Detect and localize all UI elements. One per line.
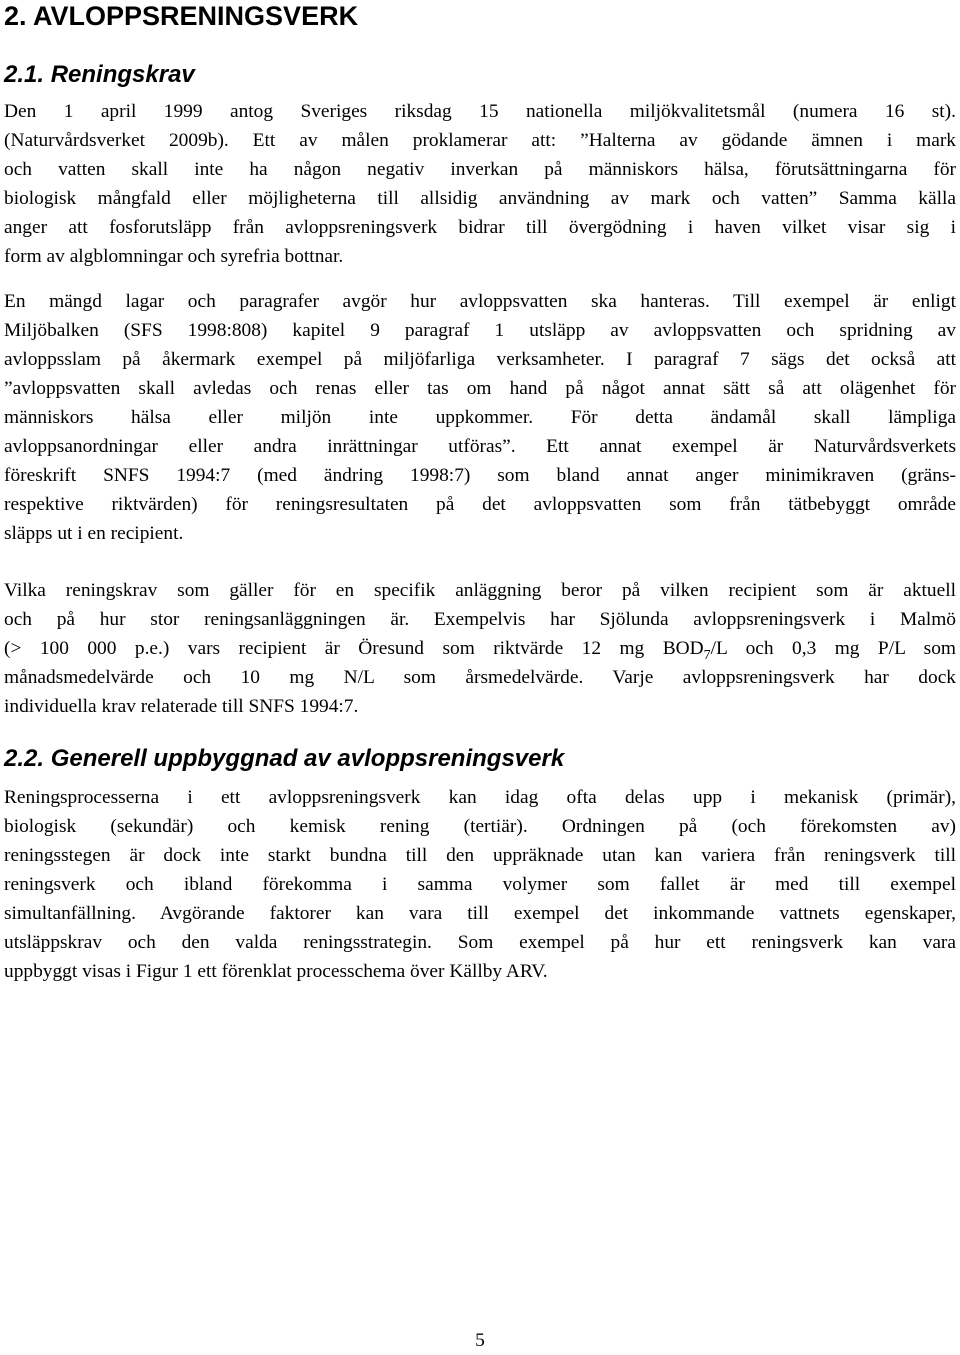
section-heading-2-2: 2.2. Generell uppbyggnad av avloppsreningsverk: [4, 745, 565, 772]
text-line: biologisk (sekundär) och kemisk rening (tertiär). Ordningen på (och förekomsten av): [4, 816, 956, 837]
text-line: och på hur stor reningsanläggningen är. Exempelvis har Sjölunda avloppsreningsverk i Malmö: [4, 609, 956, 630]
text-segment: (> 100 000 p.e.) vars recipient är Öresund som riktvärde 12 mg BOD: [4, 638, 704, 659]
text-line: föreskrift SNFS 1994:7 (med ändring 1998:7) som bland annat anger minimikraven (gräns-: [4, 465, 956, 486]
text-line: (Naturvårdsverket 2009b). Ett av målen proklamerar att: ”Halterna av gödande ämnen i mark: [4, 130, 956, 151]
text-line: Vilka reningskrav som gäller för en specifik anläggning beror på vilken recipient som är aktuell: [4, 580, 956, 601]
text-line: Den 1 april 1999 antog Sveriges riksdag 15 nationella miljökvalitetsmål (numera 16 st).: [4, 101, 956, 122]
text-line: och vatten skall inte ha någon negativ inverkan på människors hälsa, förutsättningarna för: [4, 159, 956, 180]
text-line: biologisk mångfald eller möjligheterna till allsidig användning av mark och vatten” Samma källa: [4, 188, 956, 209]
paragraph-2-2-1: [4, 783, 956, 986]
chapter-heading: 2. AVLOPPSRENINGSVERK: [4, 1, 359, 31]
page-number: 5: [475, 1330, 485, 1351]
text-line: månadsmedelvärde och 10 mg N/L som årsmedelvärde. Varje avloppsreningsverk har dock: [4, 667, 956, 688]
paragraph-2-1-3: [4, 576, 956, 721]
text-line: släpps ut i en recipient.: [4, 523, 184, 544]
text-line: Miljöbalken (SFS 1998:808) kapitel 9 paragraf 1 utsläpp av avloppsvatten och spridning av: [4, 320, 956, 341]
paragraph-2-1-2: [4, 287, 956, 548]
text-line: simultanfällning. Avgörande faktorer kan vara till exempel det inkommande vattnets egenskaper,: [4, 903, 956, 924]
text-line: reningsverk och ibland förekomma i samma volymer som fallet är med till exempel: [4, 874, 956, 895]
text-line: respektive riktvärden) för reningsresultaten på det avloppsvatten som från tätbebyggt område: [4, 494, 956, 515]
text-line: reningsstegen är dock inte starkt bundna till den uppräknade utan kan variera från reningsverk till: [4, 845, 956, 866]
text-line: individuella krav relaterade till SNFS 1994:7.: [4, 696, 359, 717]
text-line: Reningsprocesserna i ett avloppsreningsverk kan idag ofta delas upp i mekanisk (primär),: [4, 787, 956, 808]
text-line: uppbyggt visas i Figur 1 ett förenklat processchema över Källby ARV.: [4, 961, 548, 982]
text-line: ”avloppsvatten skall avledas och renas eller tas om hand på något annat sätt så att olägenhet för: [4, 378, 956, 399]
text-line: avloppsanordningar eller andra inrättningar utföras”. Ett annat exempel är Naturvårdsverkets: [4, 436, 956, 457]
subscript: 7: [703, 647, 711, 663]
text-line: människors hälsa eller miljön inte uppkommer. För detta ändamål skall lämpliga: [4, 407, 956, 428]
text-line: anger att fosforutsläpp från avloppsreningsverk bidrar till övergödning i haven vilket visar sig i: [4, 217, 956, 238]
text-line: avloppsslam på åkermark exempel på miljöfarliga verksamheter. I paragraf 7 sägs det också att: [4, 349, 956, 370]
text-line: En mängd lagar och paragrafer avgör hur avloppsvatten ska hanteras. Till exempel är enligt: [4, 291, 956, 312]
text-line-with-subscript: [4, 634, 956, 663]
text-line: form av algblomningar och syrefria bottnar.: [4, 246, 344, 267]
text-segment: /L och 0,3 mg P/L som: [710, 638, 956, 659]
section-heading-2-1: 2.1. Reningskrav: [4, 61, 195, 88]
text-line: utsläppskrav och den valda reningsstrategin. Som exempel på hur ett reningsverk kan vara: [4, 932, 956, 953]
paragraph-2-1-1: [4, 97, 956, 271]
